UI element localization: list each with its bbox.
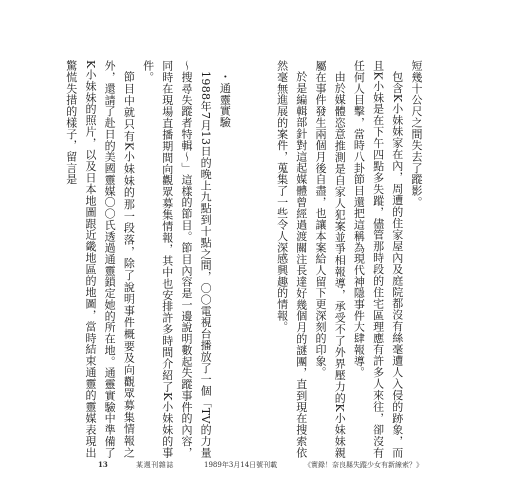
article-title: 《實錄！奈良縣失蹤少女有新線索？》 xyxy=(304,461,423,469)
page-number: 13 xyxy=(98,460,108,469)
issue-info: 1989年3月14日號刊載 xyxy=(204,461,278,469)
paragraph-3: 由於媒體恣意推測是自家人犯案並爭相報導，承受不了外界壓力的K小妹妹親屬在事件發生兩個月後自盡，也讓本案給人留下更深刻的印象。 xyxy=(313,60,347,458)
paragraph-2: 包含K小妹妹家在內，周遭的住家屋內及庭院都沒有絲毫遭人入侵的跡象，而且K小妹是在下午四點多失蹤，儘管那時段的住宅區理應有許多人來往，卻沒有任何人目擊，當時八卦節目還把這稱為現代神隱事件大肆報導。 xyxy=(352,60,404,458)
paragraph-4: 於是編輯部針對這起媒體曾經過渡關注長達好幾個月的謎團，直到現在搜索依然毫無進展的案件，蒐集了一些令人深感興趣的情報。 xyxy=(275,60,308,458)
article-body xyxy=(64,60,426,458)
running-header-title: 某週刊雜誌 xyxy=(136,461,174,469)
section-heading: ・通靈實驗 xyxy=(218,71,232,128)
page-footer xyxy=(98,458,438,472)
section-gap xyxy=(253,60,272,458)
section-paragraph-2: 節目中就只有K小妹妹的那一段落，除了說明事件概要及向觀眾募集情報之外，還請了赴日的美國靈媒〇〇氏透過通靈鎖定她的所在地。通靈實驗中準備了K小妹妹的照片，以及日本地圖跟近畿地區的地圖，當時結束通靈的靈媒表現出驚慌失措的樣子，留言是 xyxy=(64,60,136,458)
section-paragraph-1: 1988年7月13日的晚上九點到十點之間，〇〇電視台播放了一個「TV的力量～搜尋失蹤者特輯～」這樣的節目。節目內容是一邊說明數起失蹤事件的內容，同時在現場直播期間向觀眾募集情報，其中也安排許多時間介紹了K小妹妹的事件。 xyxy=(141,60,213,458)
paragraph-1: 短幾十公尺之間失去了蹤影。 xyxy=(410,60,423,208)
